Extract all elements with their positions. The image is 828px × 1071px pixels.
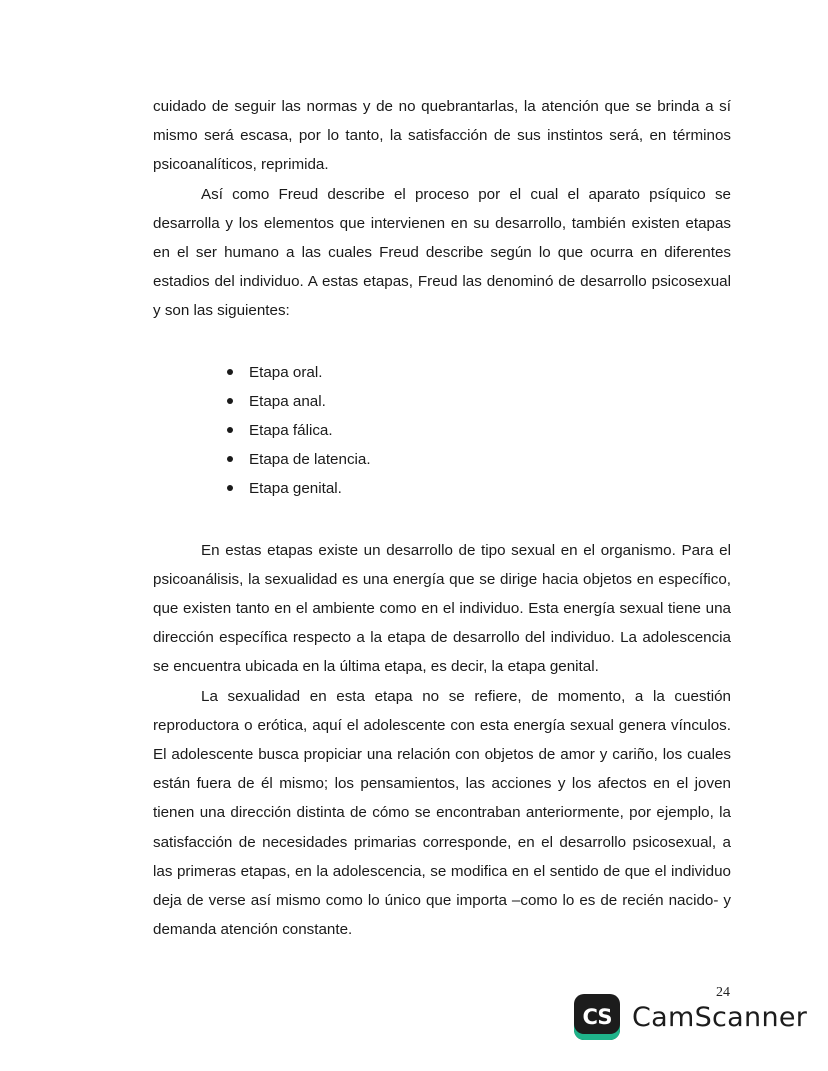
list-item: Etapa oral. bbox=[249, 358, 731, 387]
stages-list bbox=[153, 358, 731, 504]
paragraph-freud-stages-intro: Así como Freud describe el proceso por el cual el aparato psíquico se desarrolla y los elementos que intervienen en su desarrollo, también existen etapas en el ser humano a las cuales Freud describe según lo que ocurra en diferentes estadios del individuo. A estas etapas, Freud las denominó de desarrollo psicosexual y son las siguientes: bbox=[153, 185, 731, 320]
page-number: 24 bbox=[716, 985, 730, 1000]
bullet-icon bbox=[227, 485, 233, 491]
paragraph-sexual-development: En estas etapas existe un desarrollo de tipo sexual en el organismo. Para el psicoanálisis, la sexualidad es una energía que se dirige hacia objetos en específico, que existen tanto en el ambiente como en el individuo. Esta energía sexual tiene una dirección específica respecto a la etapa de desarrollo del individuo. La adolescencia se encuentra ubicada en la última etapa, es decir, la etapa genital. bbox=[153, 541, 731, 676]
page-body bbox=[153, 92, 731, 944]
list-item: Etapa fálica. bbox=[249, 416, 731, 445]
camscanner-watermark bbox=[574, 994, 807, 1040]
list-item: Etapa genital. bbox=[249, 474, 731, 503]
bullet-icon bbox=[227, 398, 233, 404]
list-item: Etapa anal. bbox=[249, 387, 731, 416]
bullet-icon bbox=[227, 427, 233, 433]
camscanner-logo-icon: CS bbox=[574, 994, 620, 1040]
bullet-icon bbox=[227, 456, 233, 462]
paragraph-genital-stage: La sexualidad en esta etapa no se refiere, de momento, a la cuestión reproductora o erótica, aquí el adolescente con esta energía sexual genera vínculos. El adolescente busca propiciar una relación con objetos de amor y cariño, los cuales están fuera de él mismo; los pensamientos, las acciones y los afectos en el joven tienen una dirección distinta de cómo se encontraban anteriormente, por ejemplo, la satisfacción de necesidades primarias corresponde, en el desarrollo psicosexual, a las primeras etapas, en la adolescencia, se modifica en el sentido de que el individuo deja de verse así mismo como lo único que importa –como lo es de recién nacido- y demanda atención constante. bbox=[153, 687, 731, 939]
camscanner-brand-text: CamScanner bbox=[632, 1001, 808, 1033]
bullet-icon bbox=[227, 369, 233, 375]
list-item: Etapa de latencia. bbox=[249, 445, 731, 474]
paragraph-continuation: cuidado de seguir las normas y de no quebrantarlas, la atención que se brinda a sí mismo será escasa, por lo tanto, la satisfacción de sus instintos será, en términos psicoanalíticos, reprimida. bbox=[153, 98, 731, 174]
